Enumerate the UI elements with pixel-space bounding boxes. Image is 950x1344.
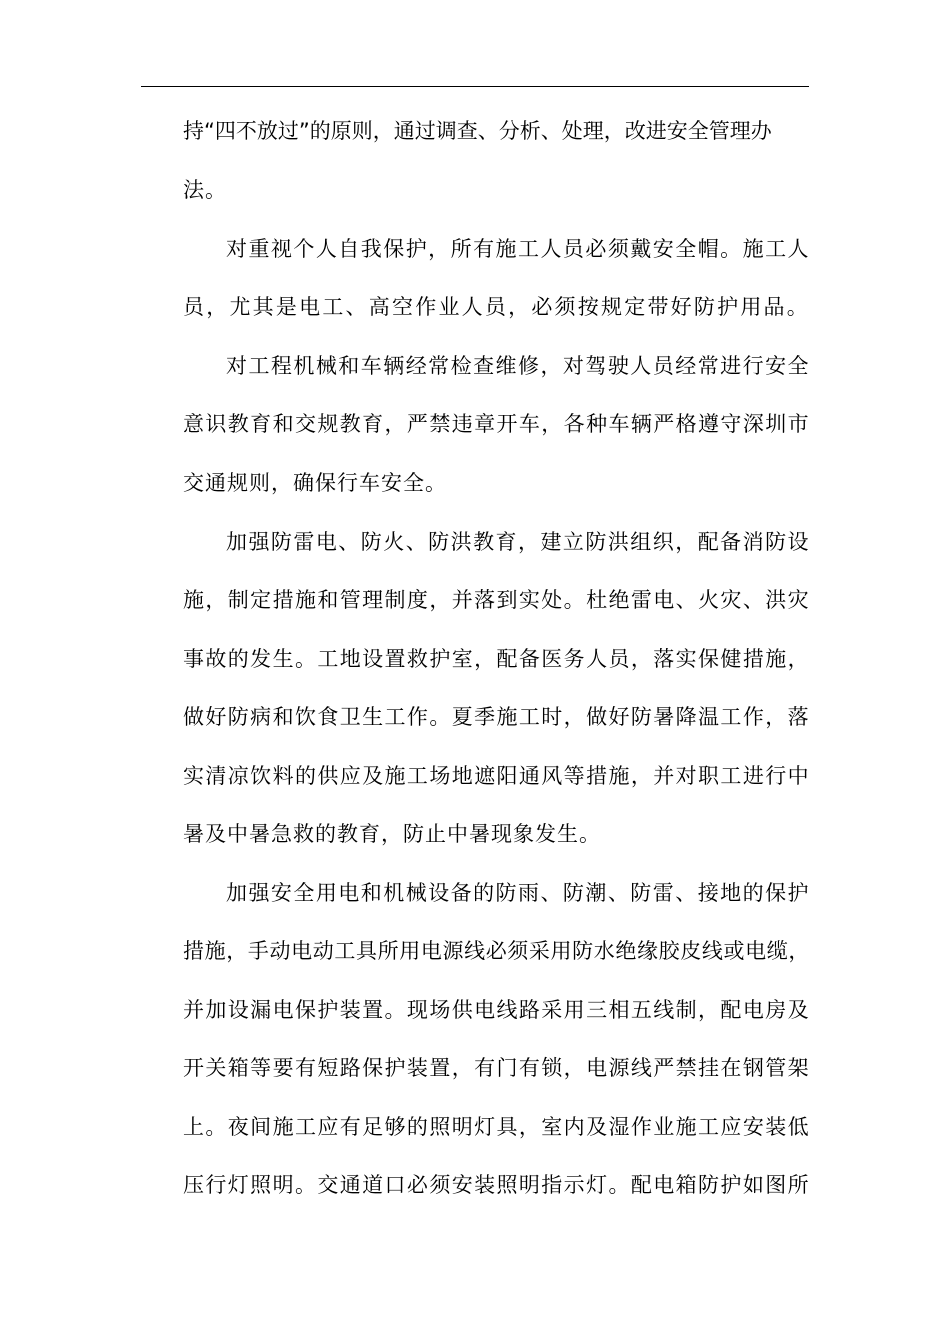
text-line: 加强防雷电、防火、防洪教育，建立防洪组织，配备消防设 xyxy=(226,530,810,554)
text-line: 持“四不放过”的原则，通过调查、分析、处理，改进安全管理办 xyxy=(183,119,772,143)
text-line: 对工程机械和车辆经常检查维修，对驾驶人员经常进行安全 xyxy=(226,354,810,378)
text-line: 并加设漏电保护装置。现场供电线路采用三相五线制，配电房及 xyxy=(183,998,810,1022)
text-line: 实清凉饮料的供应及施工场地遮阳通风等措施，并对职工进行中 xyxy=(183,764,810,788)
text-line: 事故的发生。工地设置救护室，配备医务人员，落实保健措施， xyxy=(183,647,810,671)
text-line: 上。夜间施工应有足够的照明灯具，室内及湿作业施工应安装低 xyxy=(183,1115,810,1139)
text-line: 开关箱等要有短路保护装置，有门有锁，电源线严禁挂在钢管架 xyxy=(183,1056,810,1080)
text-line: 意识教育和交规教育，严禁违章开车，各种车辆严格遵守深圳市 xyxy=(183,412,810,436)
text-line: 交通规则，确保行车安全。 xyxy=(183,471,447,495)
text-line: 法。 xyxy=(183,178,227,202)
text-line: 做好防病和饮食卫生工作。夏季施工时，做好防暑降温工作，落 xyxy=(183,705,810,729)
text-line: 对重视个人自我保护，所有施工人员必须戴安全帽。施工人 xyxy=(226,237,810,261)
text-line: 压行灯照明。交通道口必须安装照明指示灯。配电箱防护如图所 xyxy=(183,1173,810,1197)
text-line: 加强安全用电和机械设备的防雨、防潮、防雷、接地的保护 xyxy=(226,881,810,905)
text-line: 暑及中暑急救的教育，防止中暑现象发生。 xyxy=(183,822,601,846)
header-rule xyxy=(141,86,809,87)
text-line: 员，尤其是电工、高空作业人员，必须按规定带好防护用品。 xyxy=(183,295,810,319)
text-line: 施，制定措施和管理制度，并落到实处。杜绝雷电、火灾、洪灾 xyxy=(183,588,810,612)
text-line: 措施，手动电动工具所用电源线必须采用防水绝缘胶皮线或电缆， xyxy=(183,939,810,963)
